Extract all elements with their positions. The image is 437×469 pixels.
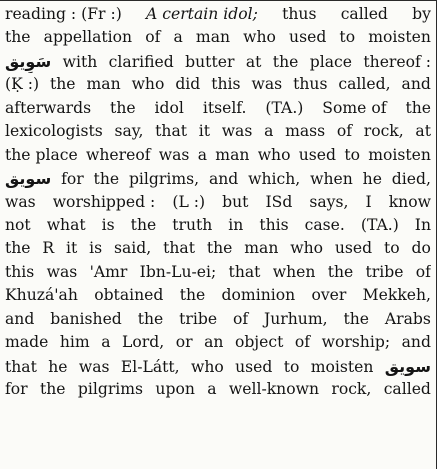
word: called	[340, 5, 388, 23]
text-line	[5, 97, 431, 120]
word: the	[327, 262, 354, 281]
word: rock,	[363, 122, 404, 141]
word: and	[208, 170, 239, 189]
text-line	[5, 73, 431, 96]
word: was	[78, 357, 110, 376]
word: says,	[309, 192, 349, 211]
text-line	[5, 50, 431, 73]
word: upon	[155, 380, 195, 398]
word: the	[137, 309, 164, 328]
word: this	[259, 215, 289, 234]
word: the	[39, 380, 66, 398]
word: who	[243, 28, 276, 47]
word: for	[5, 380, 28, 398]
word: know	[388, 192, 431, 211]
word: at	[245, 52, 262, 71]
word: obtained	[94, 286, 164, 305]
word: Arabs	[384, 309, 431, 328]
text-body	[5, 3, 431, 401]
word: which,	[248, 170, 301, 189]
word: El-Látt,	[120, 357, 180, 376]
word: was	[221, 122, 253, 141]
word: thus	[282, 5, 317, 23]
word: the	[405, 98, 431, 117]
text-line	[5, 331, 431, 354]
word: Khuzá'ah	[5, 286, 78, 305]
word: lexicologists	[5, 122, 103, 141]
word: he	[48, 357, 68, 376]
word: ISd	[265, 192, 293, 211]
word: I	[365, 192, 372, 211]
word: case.	[304, 215, 345, 234]
word: pilgrims	[77, 380, 144, 398]
word: it	[66, 239, 78, 258]
word: the	[206, 239, 233, 258]
word: and	[401, 75, 431, 94]
word: clarified	[108, 52, 174, 71]
word: the	[179, 286, 206, 305]
word: at	[415, 122, 431, 141]
word: dominion	[221, 286, 296, 305]
text-line	[5, 167, 431, 190]
word: said,	[114, 239, 152, 258]
word: the	[272, 52, 299, 71]
word: butter	[185, 52, 235, 71]
word: the	[5, 239, 31, 258]
word: idol	[154, 98, 184, 117]
word: was	[251, 75, 283, 94]
word: whereof	[86, 145, 151, 164]
word: of	[232, 309, 249, 328]
word: appellation	[43, 28, 133, 47]
word: man	[195, 28, 231, 47]
text-line	[5, 261, 431, 284]
word: man	[244, 239, 279, 258]
text-line	[5, 284, 431, 307]
word: but	[222, 192, 249, 211]
word: that	[155, 122, 188, 141]
text-line	[5, 191, 431, 214]
word: called,	[338, 75, 391, 94]
word: a	[264, 122, 274, 141]
word: thus	[293, 75, 328, 94]
word: to	[384, 239, 400, 258]
word: tribe	[365, 262, 404, 281]
word: and	[401, 333, 431, 352]
word: moisten	[368, 145, 431, 164]
word: the	[343, 309, 370, 328]
word: do	[411, 239, 431, 258]
word: to	[344, 145, 360, 164]
word: with	[62, 52, 98, 71]
word: him	[59, 333, 90, 352]
word: the	[49, 75, 76, 94]
word: was	[46, 262, 78, 281]
word: banished	[50, 309, 122, 328]
word: object	[234, 333, 284, 352]
word: well-known	[228, 380, 319, 398]
text-line	[5, 3, 431, 26]
word: died,	[391, 170, 431, 189]
word: for	[61, 170, 84, 189]
word: when	[272, 262, 316, 281]
word: thereof :	[363, 52, 431, 71]
word: not	[5, 215, 31, 234]
word: worshipped :	[52, 192, 156, 211]
word: used	[334, 239, 373, 258]
text-line	[5, 120, 431, 143]
word: who	[257, 145, 291, 164]
word: he	[362, 170, 382, 189]
word: Lord,	[122, 333, 165, 352]
word: a	[207, 380, 217, 398]
word: who	[290, 239, 324, 258]
word: Jurhum,	[264, 309, 328, 328]
text-line	[5, 378, 431, 401]
word: a	[197, 145, 207, 164]
word: tribe	[179, 309, 218, 328]
word: pilgrims,	[128, 170, 200, 189]
word: R	[42, 239, 55, 258]
word: that	[5, 357, 37, 376]
text-line	[5, 308, 431, 331]
text-line	[5, 26, 431, 49]
text-line	[5, 214, 431, 237]
arabic-word: سَوِيق	[5, 51, 52, 71]
word: of	[294, 333, 311, 352]
word: to	[283, 357, 300, 376]
word: to	[339, 28, 356, 47]
word: In	[414, 215, 431, 234]
word: place	[309, 52, 352, 71]
word: was	[5, 192, 36, 211]
word: used	[298, 145, 337, 164]
word: man	[215, 145, 250, 164]
word: 'Amr	[89, 262, 128, 281]
word: (TA.)	[265, 98, 304, 117]
word: used	[289, 28, 327, 47]
word: is	[89, 239, 103, 258]
italic-phrase: A certain idol;	[146, 5, 258, 23]
word: (TA.)	[360, 215, 399, 234]
word: is	[101, 215, 115, 234]
word: by	[412, 5, 431, 23]
word: the	[110, 98, 136, 117]
word: did	[175, 75, 201, 94]
text-line	[5, 237, 431, 260]
word: or	[175, 333, 193, 352]
text-line	[5, 144, 431, 167]
word: over	[311, 286, 347, 305]
word: (Ḳ :)	[5, 75, 40, 94]
word: who	[131, 75, 165, 94]
word: who	[190, 357, 224, 376]
word: was	[158, 145, 190, 164]
word: the	[93, 170, 120, 189]
word: (L :)	[172, 192, 206, 211]
word: man	[86, 75, 121, 94]
word: an	[204, 333, 224, 352]
word: worship;	[321, 333, 391, 352]
word: when	[310, 170, 353, 189]
word: called	[383, 380, 431, 398]
word: reading : (Fr :)	[5, 5, 122, 23]
word: truth	[172, 215, 213, 234]
word: of	[145, 28, 161, 47]
word: in	[228, 215, 244, 234]
word: Ibn-Lu-ei;	[139, 262, 217, 281]
word: Mekkeh,	[362, 286, 431, 305]
word: afterwards	[5, 98, 92, 117]
arabic-word: سويق	[5, 169, 52, 189]
word: mass	[285, 122, 326, 141]
word: the	[130, 215, 157, 234]
text-line	[5, 355, 431, 378]
word: itself.	[202, 98, 247, 117]
word: say,	[114, 122, 144, 141]
word: used	[235, 357, 273, 376]
word: it	[198, 122, 210, 141]
word: and	[5, 309, 35, 328]
word: moisten	[368, 28, 431, 47]
word: made	[5, 333, 49, 352]
word: rock,	[331, 380, 372, 398]
word: the place	[5, 145, 78, 164]
word: moisten	[310, 357, 374, 376]
word: that	[163, 239, 195, 258]
word: a	[173, 28, 183, 47]
word: Some of	[322, 98, 387, 117]
word: a	[101, 333, 111, 352]
word: that	[228, 262, 261, 281]
word: the	[5, 28, 31, 47]
word: of	[415, 262, 431, 281]
word: of	[336, 122, 353, 141]
word: what	[46, 215, 86, 234]
arabic-word: سويق	[384, 356, 431, 376]
word: this	[211, 75, 241, 94]
word: this	[5, 262, 35, 281]
